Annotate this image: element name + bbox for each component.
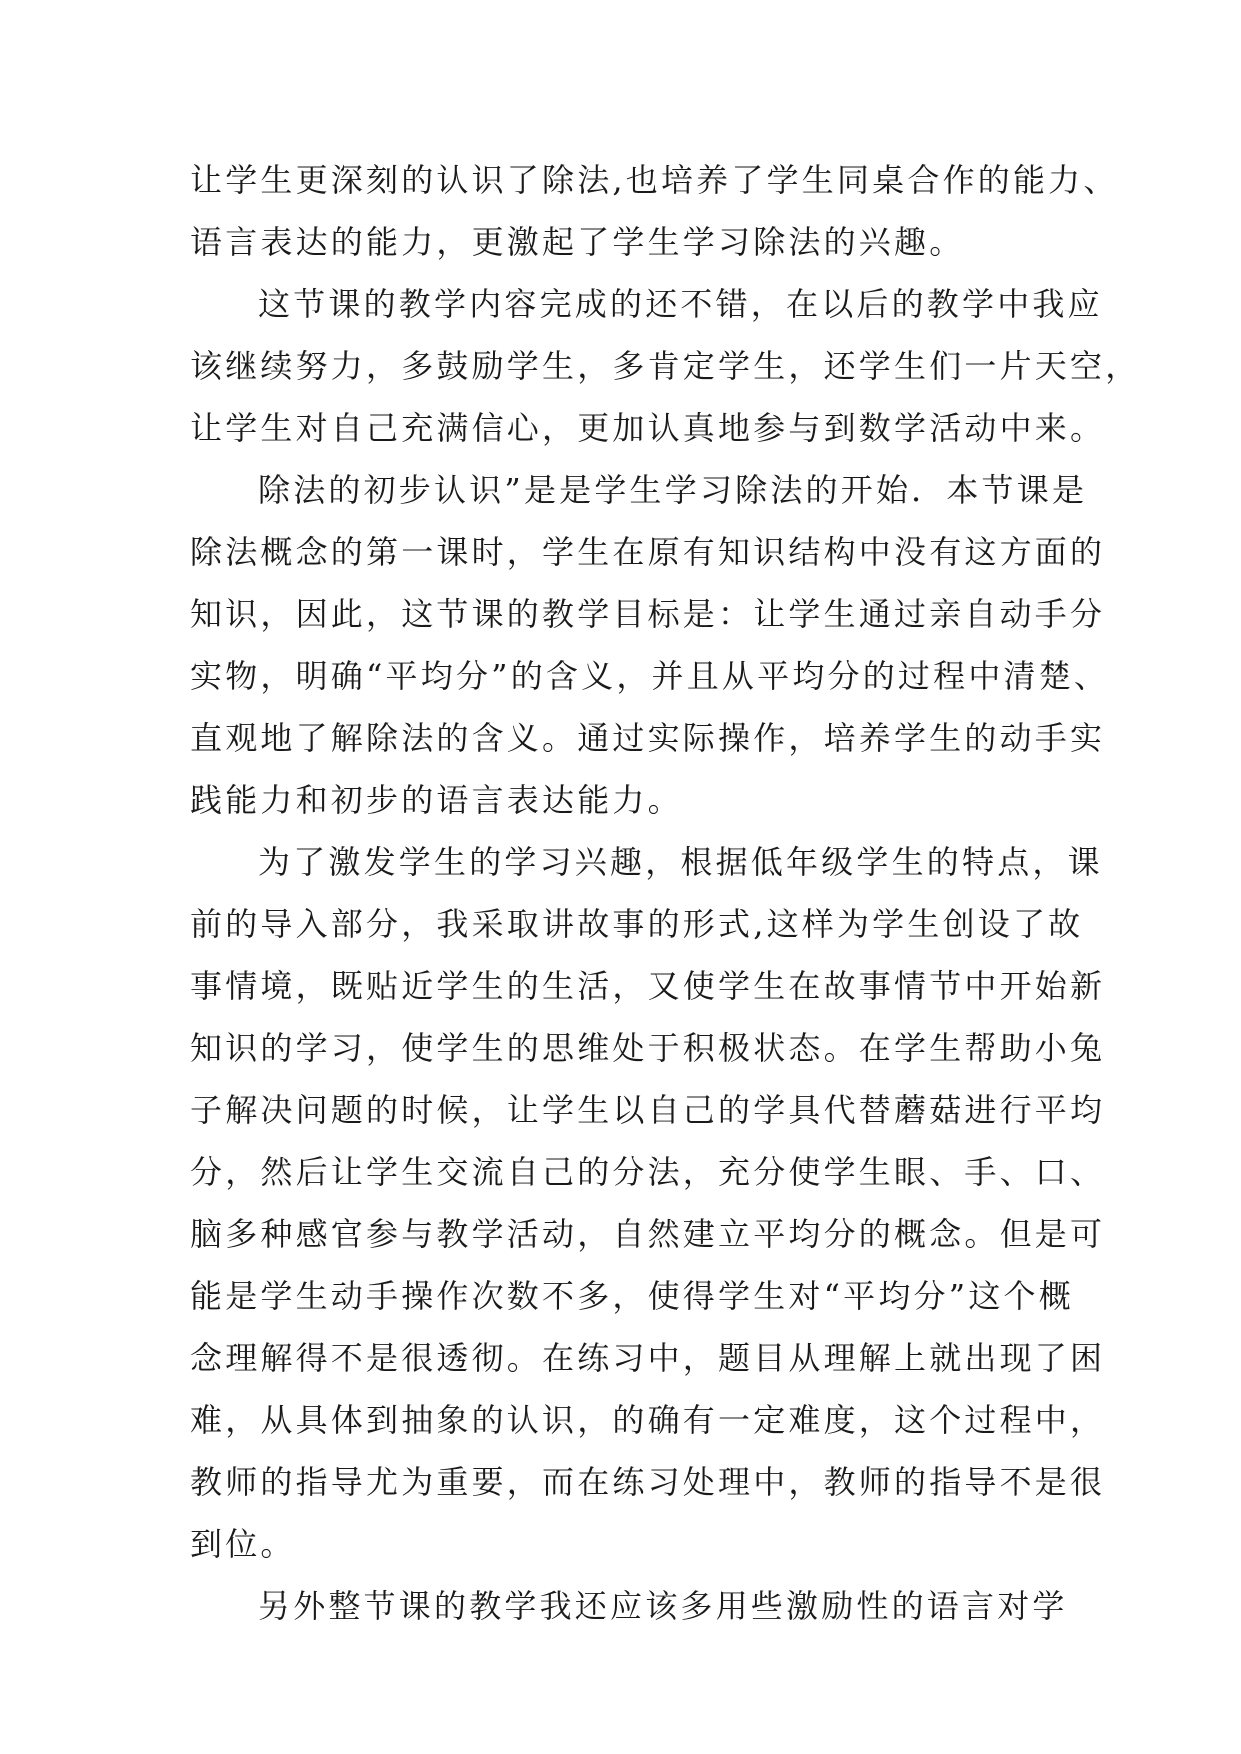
text-line: 能是学生动手操作次数不多，使得学生对“平均分”这个概	[190, 1277, 1074, 1315]
text-line: 知识，因此，这节课的教学目标是：让学生通过亲自动手分	[190, 595, 1106, 633]
text-line: 除法概念的第一课时，学生在原有知识结构中没有这方面的	[190, 533, 1106, 571]
text-line: 语言表达的能力，更激起了学生学习除法的兴趣。	[190, 223, 965, 261]
text-line: 知识的学习，使学生的思维处于积极状态。在学生帮助小兔	[190, 1029, 1106, 1067]
text-line: 践能力和初步的语言表达能力。	[190, 781, 683, 819]
text-line: 脑多种感官参与教学活动，自然建立平均分的概念。但是可	[190, 1215, 1106, 1253]
text-line: 实物，明确“平均分”的含义，并且从平均分的过程中清楚、	[190, 657, 1110, 695]
text-line: 让学生更深刻的认识了除法,也培养了学生同桌合作的能力、	[190, 161, 1119, 199]
text-line: 子解决问题的时候，让学生以自己的学具代替蘑菇进行平均	[190, 1091, 1106, 1129]
text-line: 难，从具体到抽象的认识，的确有一定难度，这个过程中，	[190, 1401, 1106, 1439]
paragraph-first-line: 另外整节课的教学我还应该多用些激励性的语言对学	[258, 1587, 1068, 1625]
text-line: 教师的指导尤为重要，而在练习处理中，教师的指导不是很	[190, 1463, 1106, 1501]
paragraph-first-line: 为了激发学生的学习兴趣，根据低年级学生的特点，课	[258, 843, 1103, 881]
text-line: 分，然后让学生交流自己的分法，充分使学生眼、手、口、	[190, 1153, 1106, 1191]
paragraph-first-line: 除法的初步认识”是是学生学习除法的开始．本节课是	[258, 471, 1088, 509]
text-line: 该继续努力，多鼓励学生，多肯定学生，还学生们一片天空，	[190, 347, 1141, 385]
text-line: 念理解得不是很透彻。在练习中，题目从理解上就出现了困	[190, 1339, 1106, 1377]
text-line: 到位。	[190, 1525, 296, 1563]
paragraph-first-line: 这节课的教学内容完成的还不错，在以后的教学中我应	[258, 285, 1103, 323]
text-line: 直观地了解除法的含义。通过实际操作，培养学生的动手实	[190, 719, 1106, 757]
text-line: 事情境，既贴近学生的生活，又使学生在故事情节中开始新	[190, 967, 1106, 1005]
text-line: 让学生对自己充满信心，更加认真地参与到数学活动中来。	[190, 409, 1106, 447]
text-line: 前的导入部分，我采取讲故事的形式,这样为学生创设了故	[190, 905, 1084, 943]
